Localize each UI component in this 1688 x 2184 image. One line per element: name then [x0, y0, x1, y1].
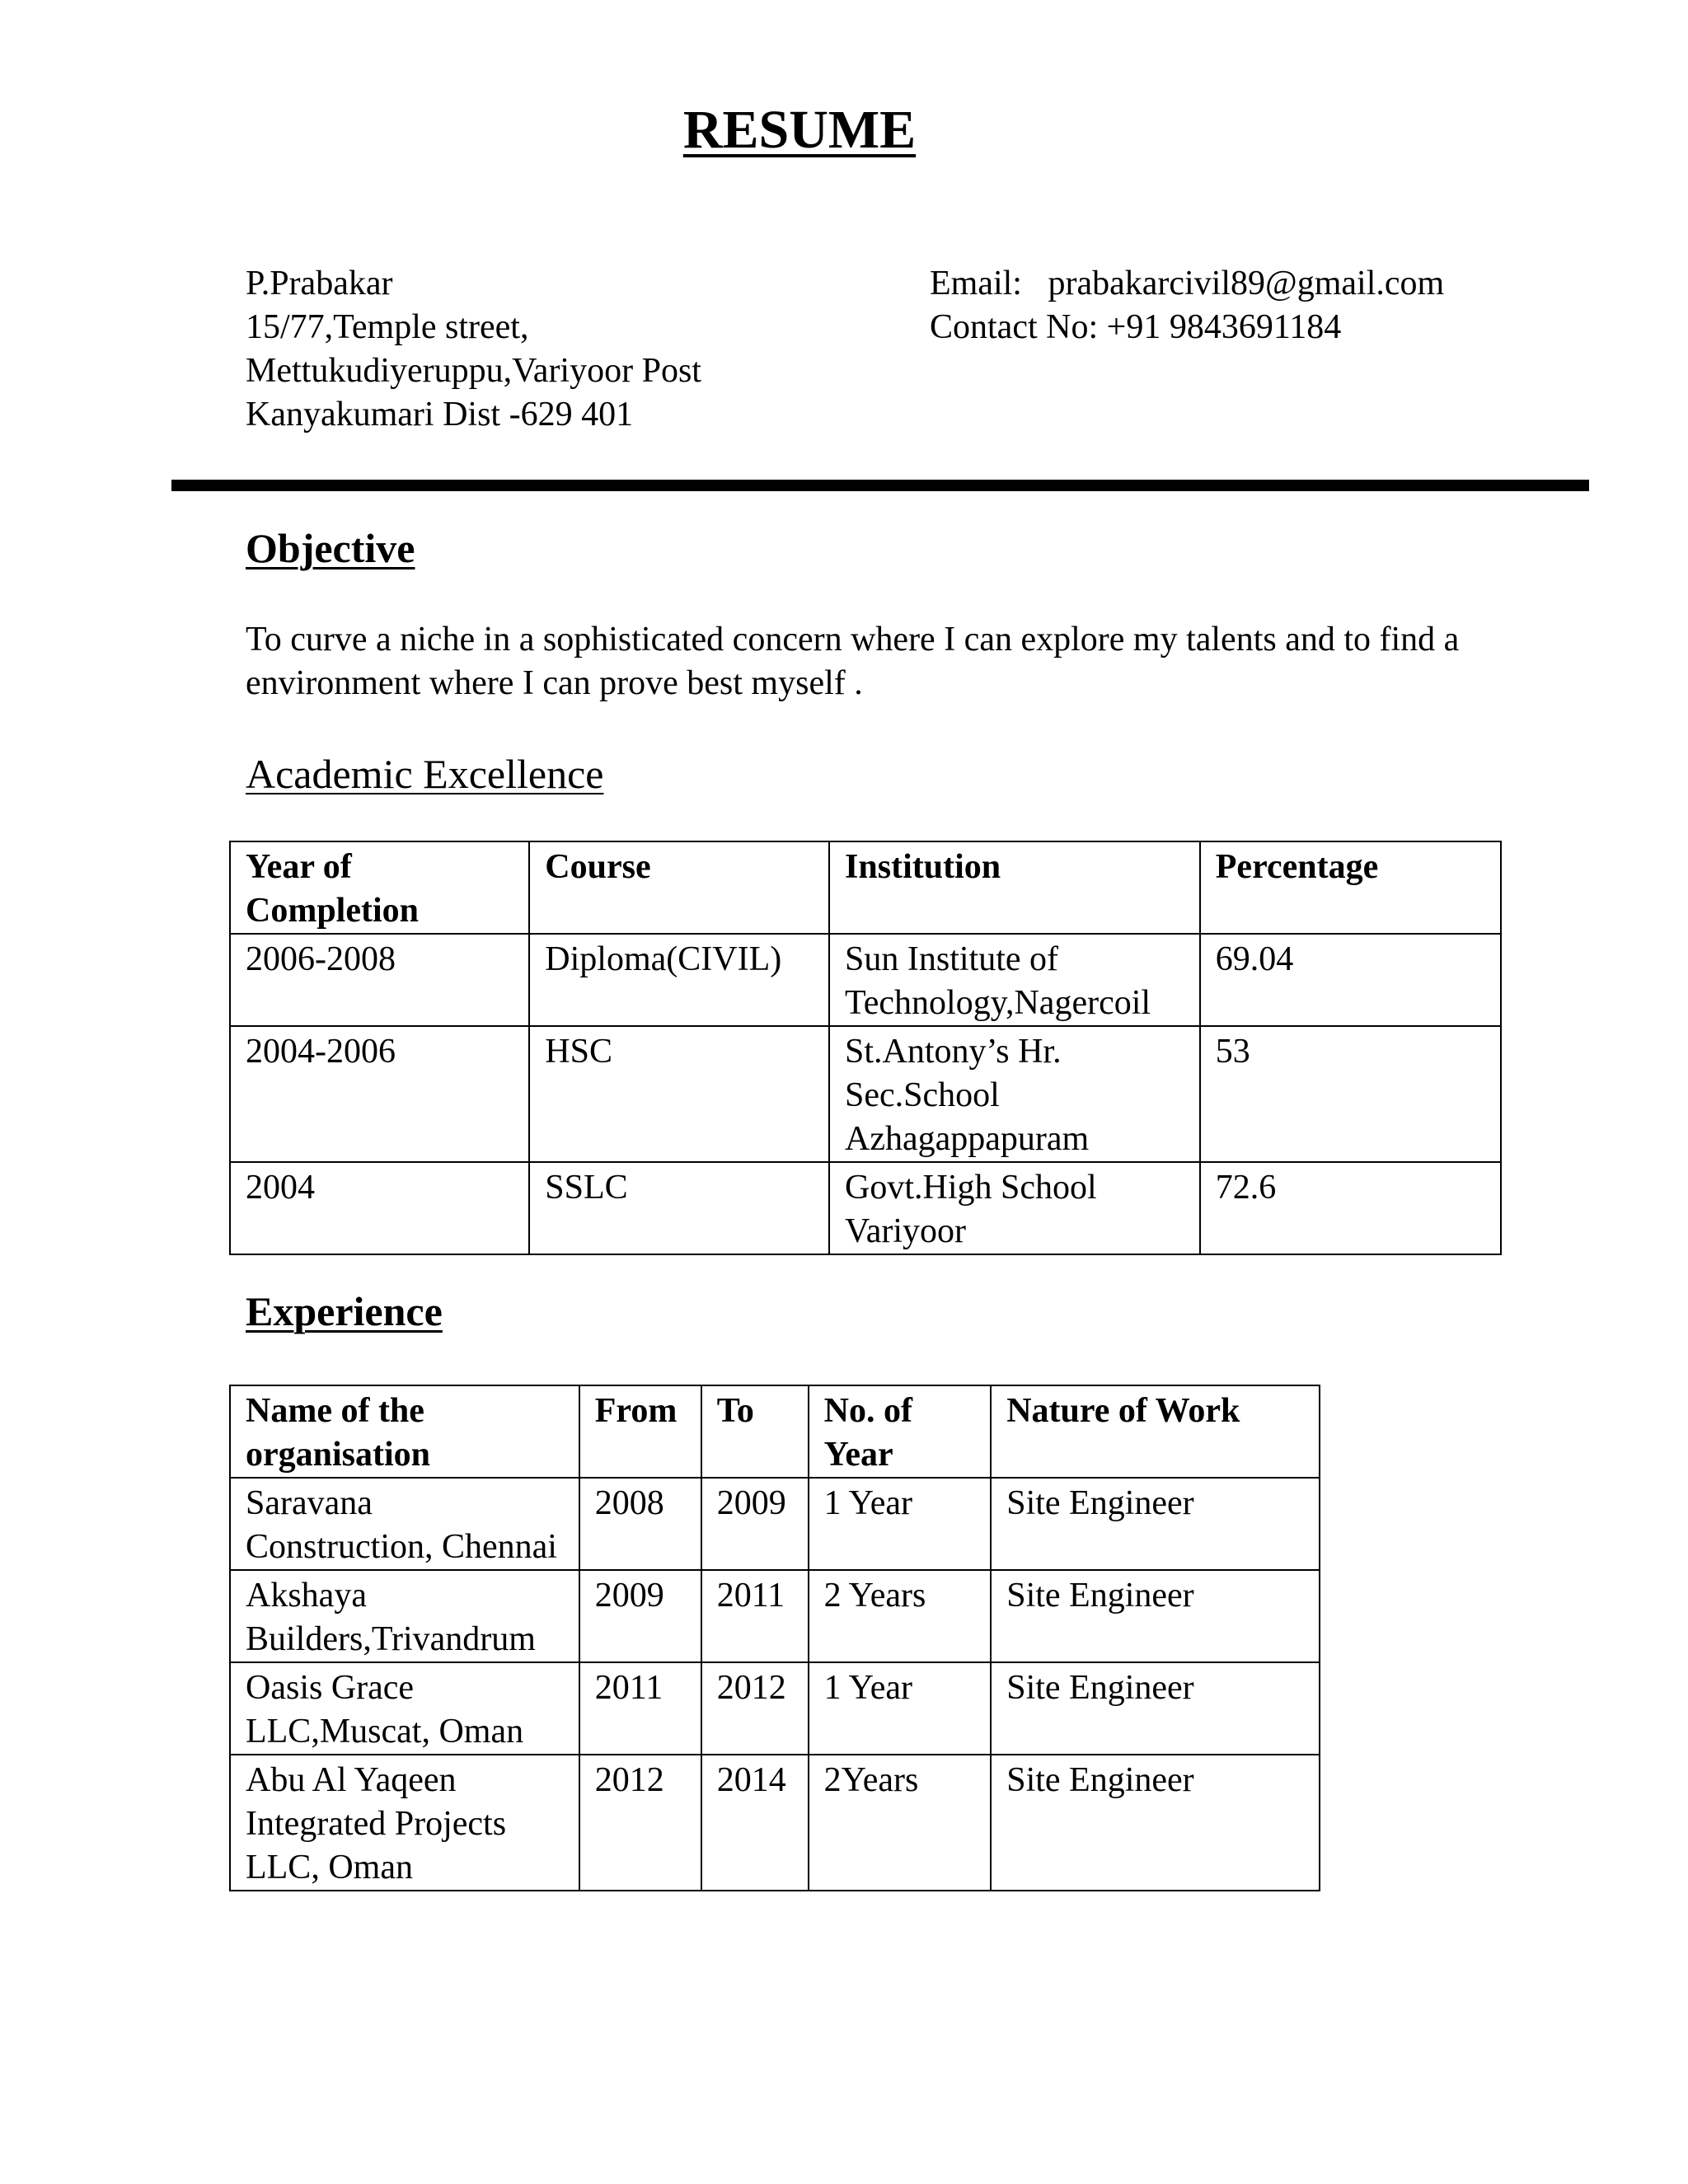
table-row [230, 1162, 1501, 1254]
objective-text: To curve a niche in a sophisticated concern where I can explore my talents and to find a environment where I can prove best myself . [246, 621, 1460, 702]
phone-value: +91 9843691184 [1106, 308, 1342, 346]
table-cell: Akshaya Builders,Trivandrum [230, 1570, 579, 1662]
table-row [230, 1755, 1320, 1891]
experience-header-cell: Name of the organisation [230, 1385, 579, 1478]
table-cell: 2006-2008 [230, 934, 529, 1026]
table-cell: 2009 [579, 1570, 701, 1662]
table-cell: 2012 [701, 1662, 809, 1755]
table-cell: Govt.High School Variyoor [829, 1162, 1200, 1254]
table-cell: 2008 [579, 1478, 701, 1570]
table-cell: St.Antony’s Hr. Sec.School Azhagappapuram [829, 1026, 1200, 1162]
table-row [230, 934, 1501, 1026]
academic-header-cell: Year of Completion [230, 841, 529, 934]
table-cell: Abu Al Yaqeen Integrated Projects LLC, Oman [230, 1755, 579, 1891]
table-cell: Site Engineer [991, 1478, 1320, 1570]
table-cell: 2012 [579, 1755, 701, 1891]
table-cell: Site Engineer [991, 1570, 1320, 1662]
table-cell: Site Engineer [991, 1662, 1320, 1755]
email-line [930, 262, 1444, 306]
email-value: prabakarcivil89@gmail.com [1048, 265, 1445, 302]
academic-header-cell: Institution [829, 841, 1200, 934]
table-row [230, 1662, 1320, 1755]
academic-header-cell: Course [529, 841, 829, 934]
table-row [230, 1026, 1501, 1162]
candidate-name: P.Prabakar [246, 265, 393, 302]
experience-header-cell: From [579, 1385, 701, 1478]
academic-table [229, 841, 1502, 1255]
table-cell: Oasis Grace LLC,Muscat, Oman [230, 1662, 579, 1755]
table-cell: 1 Year [809, 1478, 992, 1570]
table-cell: 2011 [579, 1662, 701, 1755]
table-cell: 2004 [230, 1162, 529, 1254]
page-title: RESUME [682, 100, 917, 160]
address-block [246, 262, 701, 437]
phone-label: Contact No: [930, 308, 1099, 346]
table-cell: 2004-2006 [230, 1026, 529, 1162]
experience-header-row [230, 1385, 1320, 1478]
academic-header-row [230, 841, 1501, 934]
address-line-1: 15/77,Temple street, [246, 308, 529, 346]
table-cell: 1 Year [809, 1662, 992, 1755]
experience-header-cell: To [701, 1385, 809, 1478]
table-cell: 2 Years [809, 1570, 992, 1662]
address-line-2: Mettukudiyeruppu,Variyoor Post [246, 352, 701, 390]
academic-heading: Academic Excellence [246, 751, 604, 797]
address-line-3: Kanyakumari Dist -629 401 [246, 396, 634, 434]
experience-heading: Experience [246, 1288, 443, 1334]
experience-header-cell: No. of Year [809, 1385, 992, 1478]
experience-table [229, 1385, 1320, 1891]
table-cell: 72.6 [1200, 1162, 1501, 1254]
table-cell: 2011 [701, 1570, 809, 1662]
academic-header-cell: Percentage [1200, 841, 1501, 934]
table-cell: Saravana Construction, Chennai [230, 1478, 579, 1570]
table-cell: 2014 [701, 1755, 809, 1891]
table-cell: 69.04 [1200, 934, 1501, 1026]
objective-heading: Objective [246, 525, 415, 571]
table-cell: HSC [529, 1026, 829, 1162]
table-row [230, 1570, 1320, 1662]
table-cell: 2009 [701, 1478, 809, 1570]
phone-line [930, 306, 1444, 349]
table-cell: Site Engineer [991, 1755, 1320, 1891]
contact-block [930, 262, 1444, 349]
table-row [230, 1478, 1320, 1570]
table-cell: Diploma(CIVIL) [529, 934, 829, 1026]
experience-header-cell: Nature of Work [991, 1385, 1320, 1478]
email-label: Email: [930, 265, 1022, 302]
header-divider [171, 480, 1589, 491]
table-cell: 2Years [809, 1755, 992, 1891]
table-cell: SSLC [529, 1162, 829, 1254]
table-cell: Sun Institute of Technology,Nagercoil [829, 934, 1200, 1026]
table-cell: 53 [1200, 1026, 1501, 1162]
